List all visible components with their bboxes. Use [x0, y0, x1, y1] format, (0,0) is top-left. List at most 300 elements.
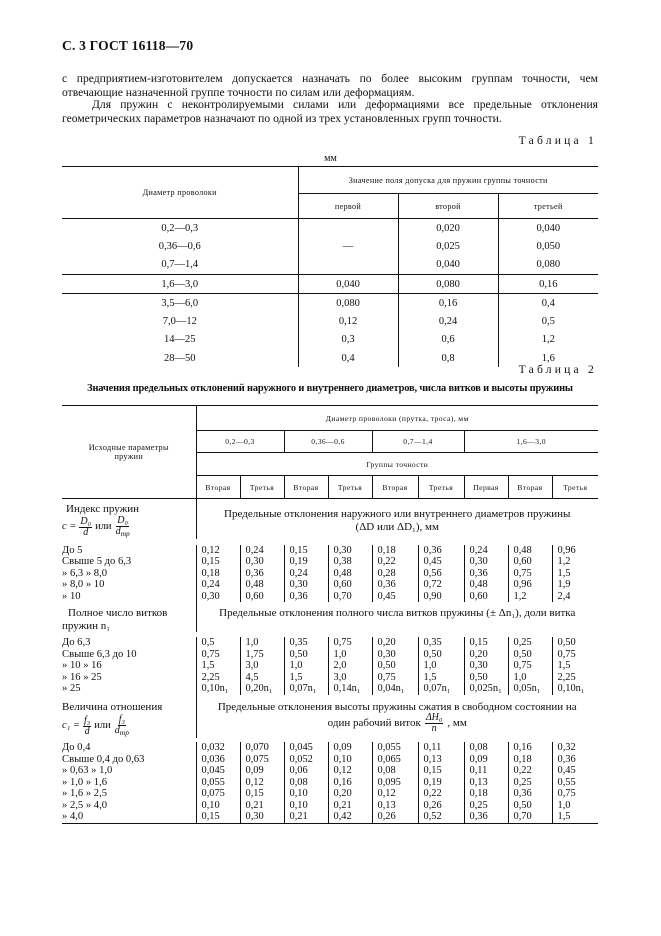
table-2-cell: 2,0 [328, 660, 372, 672]
paragraph-2: Для пружин с неконтролируемыми силами или деформациями все предельные отклонения геометрических параметров назначают по одной из трех установленных групп точности. [62, 98, 598, 125]
table-row [62, 672, 598, 684]
table-2-cell: 0,50 [284, 649, 328, 661]
table-2-range-3: 0,7—1,4 [372, 431, 464, 453]
table-2-cell: 0,50 [418, 649, 464, 661]
table-2-cell: 1,0 [552, 800, 598, 812]
table-row [62, 637, 598, 649]
table-2-cell: 1,0 [328, 649, 372, 661]
table-2-row-label: » 10 » 16 [62, 660, 102, 671]
table-row [62, 331, 598, 349]
table-2-cell: 0,36 [284, 591, 328, 603]
table-2-cell: 0,032 [196, 742, 240, 754]
table-2-cell: 0,095 [372, 777, 418, 789]
table-2-cell: 0,48 [508, 545, 552, 557]
table-2-cell: 0,24 [240, 545, 284, 557]
table-2-cell: 0,045 [196, 765, 240, 777]
table-2-section-1-title [196, 499, 598, 539]
table-2-cell: 0,42 [328, 811, 372, 823]
table-row [62, 742, 598, 754]
fraction-numerator: f₃ [118, 714, 125, 725]
table-2-cell: 0,50 [508, 800, 552, 812]
table-2-cell: 0,25 [508, 777, 552, 789]
table-2-cell: 0,26 [372, 811, 418, 823]
table-2-cell: 0,36 [464, 568, 508, 580]
table-2-cell: 2,25 [552, 672, 598, 684]
table-row [62, 811, 598, 823]
formula [62, 516, 131, 539]
table-2-section-3-title-line1: Предельные отклонения высоты пружины сжатия в свободном состоянии на [217, 700, 577, 713]
table-1-group-1-value: 0,12 [298, 312, 398, 330]
table-2-cell: 0,45 [552, 765, 598, 777]
table-2-col-wire: Диаметр проволоки (прутка, троса), мм [196, 406, 598, 431]
table-2-row-label: Свыше 0,4 до 0,63 [62, 753, 145, 765]
table-2-row-label: » 16 » 25 [62, 671, 102, 683]
table-2-cell: 0,20 [372, 637, 418, 649]
table-row [62, 754, 598, 766]
table-2-cell: 0,50 [464, 672, 508, 684]
table-row [62, 294, 598, 313]
table-2-cell: 0,24 [284, 568, 328, 580]
formula-or: или [94, 720, 111, 732]
table-2-cell: 0,75 [552, 649, 598, 661]
table-1-col-wire: Диаметр проволоки [62, 167, 298, 219]
table-1-group-3-value: 0,5 [498, 312, 598, 330]
table-2-cell: 1,0 [508, 672, 552, 684]
table-row [62, 274, 598, 293]
table-2-cell: 0,20 [464, 649, 508, 661]
table-2-cell: 0,45 [372, 591, 418, 603]
table-2-cell: 0,11 [464, 765, 508, 777]
page-header: С. 3 ГОСТ 16118—70 [62, 38, 194, 53]
table-2-cell: 0,72 [418, 579, 464, 591]
table-row [62, 649, 598, 661]
table-2-cell: 0,070 [240, 742, 284, 754]
table-2-cell: 1,0 [284, 660, 328, 672]
table-1-group-2-value: 0,080 [398, 274, 498, 293]
table-row [62, 660, 598, 672]
table-1-group-2-value: 0,020 [398, 219, 498, 238]
table-2-row-label: До 5 [62, 544, 83, 556]
table-2-cell: 0,26 [418, 800, 464, 812]
table-2-cell: 0,075 [196, 788, 240, 800]
table-2-cell: 0,13 [372, 800, 418, 812]
table-1-group-3-value: 0,040 [498, 219, 598, 238]
table-2-range-4: 1,6—3,0 [464, 431, 598, 453]
fraction-denominator-text: d [84, 726, 90, 737]
table-2-cell: 0,20n₁ [240, 683, 284, 695]
table-2-section-3-label-text: Величина отношения [62, 700, 163, 713]
fraction-numerator: D₀ [80, 515, 92, 527]
table-1-group-2-value: 0,16 [398, 294, 498, 313]
table-2-cell: 3,0 [328, 672, 372, 684]
table-2-row-label: » 25 [62, 683, 81, 694]
table-1-col-group: Значение поля допуска для пружин группы точности [298, 167, 598, 194]
formula [62, 715, 130, 738]
table-2-group-9: Третья [552, 476, 598, 499]
table-2-cell: 0,60 [508, 556, 552, 568]
table-1-unit: мм [324, 153, 337, 164]
table-2-cell: 0,36 [418, 545, 464, 557]
table-2-cell: 0,075 [240, 754, 284, 766]
table-2-row-label: » 6,3 » 8,0 [62, 567, 108, 579]
table-2-cell: 0,70 [508, 811, 552, 823]
table-2-section-1-label [62, 499, 196, 539]
table-2-cell: 0,15 [240, 788, 284, 800]
table-2-cell: 0,09 [328, 742, 372, 754]
table-1-wire-diameter: 28—50 [164, 352, 196, 364]
table-2-cell: 0,19 [284, 556, 328, 568]
table-2-cell: 0,30 [240, 811, 284, 823]
table-1-group-1-value: 0,080 [298, 294, 398, 313]
table-1-group-1-value: 0,040 [298, 274, 398, 293]
table-2-cell: 0,30 [240, 556, 284, 568]
table-2-group-6: Третья [418, 476, 464, 499]
table-2-cell: 0,36 [240, 568, 284, 580]
table-row [62, 579, 598, 591]
table-2-cell: 0,35 [418, 637, 464, 649]
fraction-numerator: f₃ [84, 715, 91, 726]
table-2-group-7: Первая [464, 476, 508, 499]
table-2-cell: 0,10n₁ [552, 683, 598, 695]
formula-or: или [95, 520, 112, 532]
table-2-cell: 0,25 [508, 637, 552, 649]
table-2-row-label: » 1,0 » 1,6 [62, 776, 108, 788]
table-2-cell: 0,12 [240, 777, 284, 789]
table-2-cell: 2,4 [552, 591, 598, 603]
table-2-cell: 0,15 [196, 556, 240, 568]
table-2-cell: 0,06 [284, 765, 328, 777]
table-2-cell: 0,30 [464, 660, 508, 672]
table-2-cell: 0,15 [464, 637, 508, 649]
table-2-range-2: 0,36—0,6 [284, 431, 372, 453]
fraction-denominator-sub: тр [119, 728, 129, 737]
table-row [62, 545, 598, 557]
fraction [83, 716, 91, 737]
table-2-cell: 0,28 [372, 568, 418, 580]
table-2-cell: 0,15 [196, 811, 240, 823]
table-2-cell: 0,07n₁ [284, 683, 328, 695]
table-2-cell: 0,32 [552, 742, 598, 754]
fraction-denominator [82, 528, 89, 538]
table-2-range-1: 0,2—0,3 [196, 431, 284, 453]
table-2-cell: 0,14n₁ [328, 683, 372, 695]
table-2-cell: 0,96 [508, 579, 552, 591]
table-2-section-1-title-line2: (ΔD или ΔD₁), мм [355, 520, 439, 533]
table-2-cell: 1,0 [418, 660, 464, 672]
table-2-cell: 0,13 [418, 754, 464, 766]
table-2-cell: 0,10 [284, 788, 328, 800]
table-1-group-3-value: 1,2 [498, 331, 598, 349]
table-1-group-1-value: — [298, 219, 398, 275]
table-2-cell: 0,5 [196, 637, 240, 649]
table-2-cell: 0,045 [284, 742, 328, 754]
table-2-cell: 0,36 [552, 754, 598, 766]
table-2-cell: 0,38 [328, 556, 372, 568]
fraction-denominator [115, 527, 131, 539]
table-row [62, 777, 598, 789]
table-2-cell: 0,22 [508, 765, 552, 777]
table-2-cell: 0,55 [552, 777, 598, 789]
table-2-cell: 0,30 [284, 579, 328, 591]
table-2-section-3-label [62, 695, 196, 739]
table-row [62, 800, 598, 812]
table-2-section-3-title-line2 [197, 713, 599, 734]
table-2-cell: 0,15 [284, 545, 328, 557]
table-1-group-2-value: 0,040 [398, 256, 498, 275]
table-2-cell: 0,15 [418, 765, 464, 777]
table-row [62, 219, 598, 238]
table-2-cell: 1,5 [552, 811, 598, 823]
table-2-cell: 0,56 [418, 568, 464, 580]
table-1-group-3-value: 0,050 [498, 237, 598, 255]
table-2-cell: 0,10n₁ [196, 683, 240, 695]
table-2-cell: 1,5 [284, 672, 328, 684]
table-2-cell: 0,75 [328, 637, 372, 649]
table-2-cell: 0,025n₁ [464, 683, 508, 695]
table-2-cell: 0,13 [464, 777, 508, 789]
table-2-section-3-title-unit: , мм [447, 717, 467, 730]
table-2-cell: 0,18 [464, 788, 508, 800]
table-2-cell: 0,48 [328, 568, 372, 580]
table-row [62, 349, 598, 367]
table-2-cell: 0,24 [196, 579, 240, 591]
table-1-wire-diameter: 14—25 [164, 334, 196, 346]
table-row [62, 765, 598, 777]
table-2-cell: 0,30 [196, 591, 240, 603]
table-2-cell: 0,22 [372, 556, 418, 568]
table-2-group-1: Вторая [196, 476, 240, 499]
table-2-cell: 0,07n₁ [418, 683, 464, 695]
table-2-section-2-title: Предельные отклонения полного числа витков пружины (± Δn₁), доли витка [196, 602, 598, 632]
table-2-col-params: Исходные параметры пружин [62, 406, 196, 499]
fraction [79, 517, 92, 538]
table-1-group-3: третьей [498, 194, 598, 219]
table-2-row-label: » 10 [62, 590, 81, 602]
fraction-denominator-text: d [115, 525, 121, 537]
table-2-cell: 3,0 [240, 660, 284, 672]
table-2-cell: 0,10 [328, 754, 372, 766]
table-2-cell: 0,12 [196, 545, 240, 557]
table-2-cell: 0,30 [464, 556, 508, 568]
table-2-cell: 0,96 [552, 545, 598, 557]
table-1-group-1-value: 0,4 [298, 349, 398, 367]
table-2-cell: 1,9 [552, 579, 598, 591]
table-1-caption: Таблица 1 [518, 134, 597, 147]
table-2-cell: 0,36 [508, 788, 552, 800]
fraction-denominator-text: d [83, 526, 89, 538]
table-2-cell: 1,2 [552, 556, 598, 568]
table-2-cell: 0,036 [196, 754, 240, 766]
table-2-cell: 0,50 [372, 660, 418, 672]
table-2 [62, 405, 598, 824]
table-2-cell: 0,22 [418, 788, 464, 800]
table-row [62, 312, 598, 330]
table-2-section-3-header [62, 695, 598, 739]
table-1-wire-diameter: 1,6—3,0 [62, 274, 298, 293]
table-row [62, 683, 598, 695]
table-1-group-3-value: 0,4 [498, 294, 598, 313]
table-2-row-label: Свыше 6,3 до 10 [62, 648, 137, 660]
table-2-section-3-title [196, 695, 598, 739]
table-2-section-1-title-line1: Предельные отклонения наружного или внутреннего диаметров пружины [224, 508, 571, 521]
fraction-denominator [114, 726, 130, 738]
formula-lhs: c₁ = [62, 720, 81, 732]
table-2-cell: 0,36 [372, 579, 418, 591]
table-2-cell: 1,2 [508, 591, 552, 603]
table-2-cell: 0,19 [418, 777, 464, 789]
table-2-cell: 1,0 [240, 637, 284, 649]
table-2-cell: 0,08 [284, 777, 328, 789]
table-2-cell: 0,52 [418, 811, 464, 823]
table-2-cell: 0,05n₁ [508, 683, 552, 695]
table-2-row-label: До 0,4 [62, 742, 91, 753]
table-1-group-2-value: 0,8 [398, 349, 498, 367]
fraction-denominator [84, 727, 91, 737]
fraction-denominator-text: d [114, 725, 120, 736]
table-2-section-1-formula [62, 516, 196, 539]
table-2-cell: 0,09 [464, 754, 508, 766]
table-2-title: Значения предельных отклонений наружного и внутреннего диаметров, числа витков и высоты пружины [87, 383, 573, 394]
table-2-section-3-title-line2-text: один рабочий виток [327, 717, 421, 730]
table-2-cell: 0,052 [284, 754, 328, 766]
table-2-groups-label: Группы точности [196, 453, 598, 476]
table-2-section-1-label-text: Индекс пружин [66, 503, 139, 515]
table-2-cell: 0,75 [196, 649, 240, 661]
table-1-wire-diameter: 7,0—12 [162, 316, 197, 328]
formula-lhs: c = [62, 520, 77, 532]
table-2-cell: 0,48 [464, 579, 508, 591]
table-2-group-2: Третья [240, 476, 284, 499]
table-2-cell: 0,50 [552, 637, 598, 649]
table-2-row-label: Свыше 5 до 6,3 [62, 556, 132, 567]
table-2-cell: 1,5 [418, 672, 464, 684]
table-2-cell: 0,90 [418, 591, 464, 603]
table-1 [62, 166, 598, 367]
table-2-cell: 0,36 [464, 811, 508, 823]
table-2-cell: 0,60 [240, 591, 284, 603]
table-2-section-2-label-line2: пружин n₁ [62, 619, 111, 632]
table-1-group-2-value: 0,025 [398, 237, 498, 255]
table-2-cell: 0,12 [328, 765, 372, 777]
table-2-cell: 0,25 [464, 800, 508, 812]
table-2-cell: 0,75 [372, 672, 418, 684]
table-2-cell: 0,09 [240, 765, 284, 777]
table-row [62, 556, 598, 568]
table-2-cell: 0,18 [508, 754, 552, 766]
table-2-section-2-label-line1: Полное число витков [68, 607, 168, 619]
fraction-denominator: n [431, 723, 437, 734]
table-2-cell: 0,50 [508, 649, 552, 661]
table-2-caption: Таблица 2 [518, 363, 597, 376]
table-2-section-2-label [62, 602, 196, 632]
table-2-cell: 0,75 [552, 788, 598, 800]
table-2-cell: 1,5 [552, 660, 598, 672]
table-2-row-label: » 8,0 » 10 [62, 579, 105, 590]
table-1-group-2-value: 0,24 [398, 312, 498, 330]
table-2-cell: 0,18 [196, 568, 240, 580]
table-1-group-2-value: 0,6 [398, 331, 498, 349]
table-2-cell: 0,08 [372, 765, 418, 777]
table-2-cell: 0,11 [418, 742, 464, 754]
table-2-cell: 1,5 [196, 660, 240, 672]
table-2-cell: 0,75 [508, 660, 552, 672]
table-2-cell: 2,25 [196, 672, 240, 684]
table-1-group-2: второй [398, 194, 498, 219]
table-2-group-4: Третья [328, 476, 372, 499]
table-2-group-8: Вторая [508, 476, 552, 499]
table-2-cell: 0,12 [372, 788, 418, 800]
table-2-cell: 0,60 [328, 579, 372, 591]
table-1-group-3-value: 0,16 [498, 274, 598, 293]
table-2-section-2-header [62, 602, 598, 632]
fraction [115, 516, 131, 539]
table-2-cell: 0,16 [508, 742, 552, 754]
table-2-cell: 0,055 [372, 742, 418, 754]
table-2-cell: 0,04n₁ [372, 683, 418, 695]
table-1-wire-diameter: 3,5—6,0 [62, 294, 298, 313]
table-2-group-3: Вторая [284, 476, 328, 499]
table-2-cell: 0,24 [464, 545, 508, 557]
table-2-cell: 1,5 [552, 568, 598, 580]
table-2-row-label: » 0,63 » 1,0 [62, 765, 113, 776]
table-2-row-label: » 2,5 » 4,0 [62, 799, 108, 811]
table-2-cell: 0,055 [196, 777, 240, 789]
table-2-cell: 0,065 [372, 754, 418, 766]
fraction-numerator: ΔH₀ [425, 712, 443, 723]
table-1-group-3-value: 0,080 [498, 256, 598, 275]
table-1-wire-diameter: 0,2—0,3 [62, 219, 298, 238]
fraction [114, 715, 130, 738]
table-2-row-label: До 6,3 [62, 637, 91, 648]
table-row [62, 568, 598, 580]
table-2-row-label: » 4,0 [62, 811, 196, 823]
table-row [62, 591, 598, 603]
table-2-cell: 0,08 [464, 742, 508, 754]
table-2-cell: 0,20 [328, 788, 372, 800]
table-2-cell: 0,16 [328, 777, 372, 789]
table-1-wire-diameter: 0,7—1,4 [161, 259, 199, 271]
table-2-cell: 4,5 [240, 672, 284, 684]
table-2-cell: 0,48 [240, 579, 284, 591]
table-2-cell: 1,75 [240, 649, 284, 661]
fraction [425, 713, 444, 734]
table-2-cell: 0,10 [284, 800, 328, 812]
table-2-cell: 0,10 [196, 800, 240, 812]
table-2-cell: 0,35 [284, 637, 328, 649]
table-1-group-1-value: 0,3 [298, 331, 398, 349]
table-2-cell: 0,75 [508, 568, 552, 580]
table-2-cell: 0,30 [328, 545, 372, 557]
table-2-cell: 0,21 [284, 811, 328, 823]
fraction-numerator: D₀ [117, 514, 128, 526]
table-1-group-3-value: 1,6 [498, 349, 598, 367]
table-2-cell: 0,60 [464, 591, 508, 603]
table-2-row-label: » 1,6 » 2,5 [62, 788, 108, 799]
paragraph-1: с предприятием-изготовителем допускается назначать по более высоким группам точности, чем отвечающие назначенной группе точности по силам или деформациям. [62, 72, 598, 99]
table-2-cell: 0,21 [328, 800, 372, 812]
fraction-denominator-sub: тр [120, 528, 130, 538]
table-2-section-3-formula [62, 715, 196, 738]
table-2-cell: 0,30 [372, 649, 418, 661]
table-2-cell: 0,70 [328, 591, 372, 603]
table-2-group-5: Вторая [372, 476, 418, 499]
table-1-wire-diameter: 0,36—0,6 [158, 240, 201, 252]
table-1-group-1: первой [298, 194, 398, 219]
table-2-cell: 0,45 [418, 556, 464, 568]
table-row [62, 788, 598, 800]
table-2-cell: 0,21 [240, 800, 284, 812]
table-2-cell: 0,18 [372, 545, 418, 557]
